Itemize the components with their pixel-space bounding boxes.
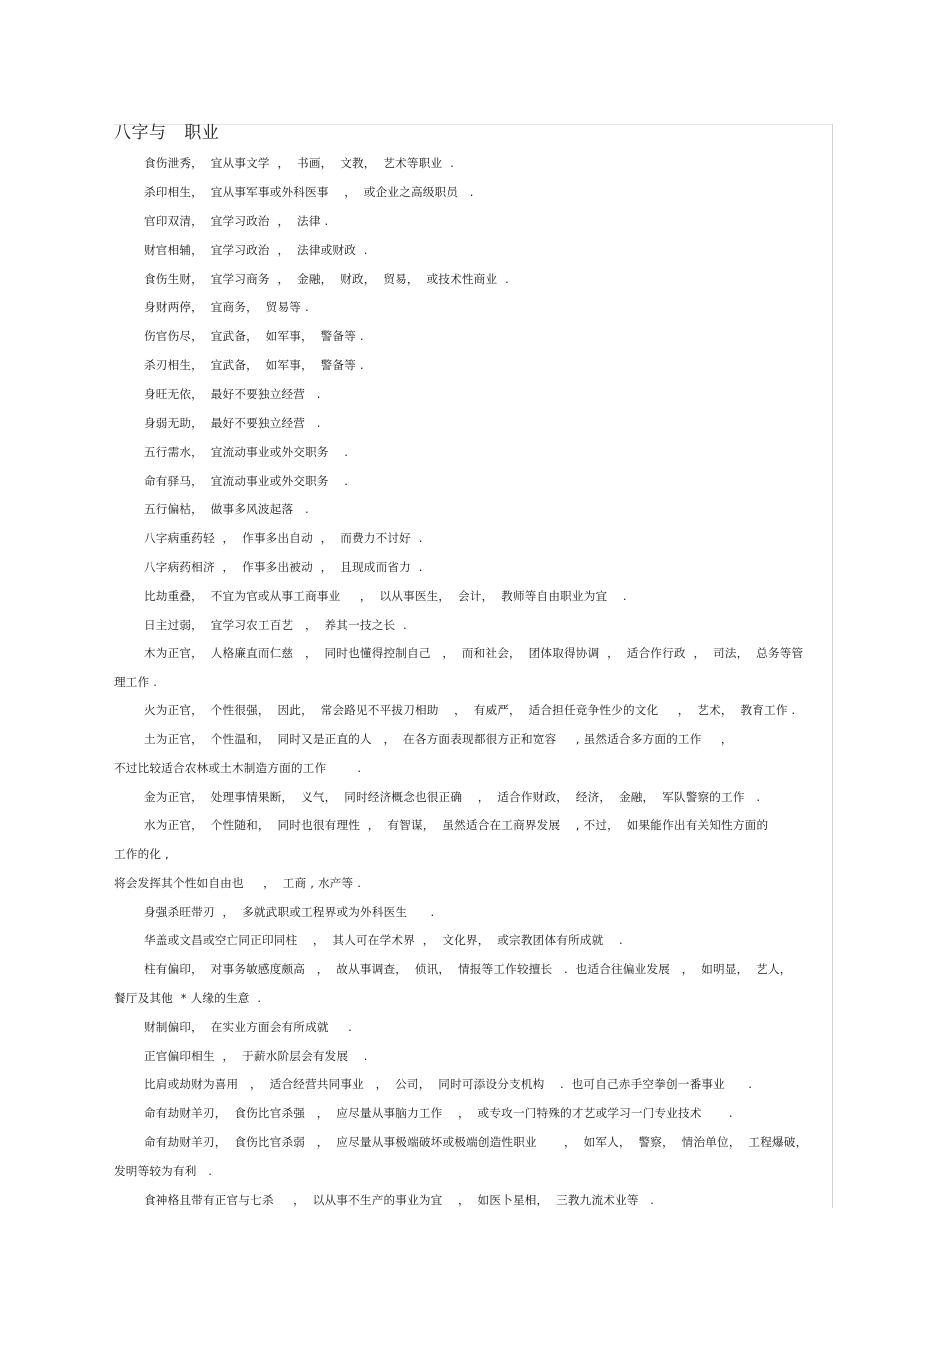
paragraph-line: 木为正官， 人格廉直而仁慈 ， 同时也懂得控制自己 ， 而和社会， 团体取得协调 ， 适合作行政 ， 司法， 总务等管 — [144, 646, 804, 660]
paragraph-line: 杀刃相生， 宜武备， 如军事， 警备等 . — [144, 358, 364, 372]
paragraph-line: 命有劫财羊刃， 食伤比官杀强 ， 应尽量从事脑力工作 ， 或专攻一门特殊的才艺或学习一门专业技术 . — [144, 1106, 733, 1120]
paragraph-line: 身弱无助， 最好不要独立经营 . — [144, 416, 321, 430]
paragraph-line: 华盖或文昌或空亡同正印同柱 ， 其人可在学术界 ， 文化界， 或宗教团体有所成就 . — [144, 933, 623, 947]
paragraph-line: 食伤生财， 宜学习商务 ， 金融， 财政， 贸易， 或技术性商业 . — [144, 272, 509, 286]
paragraph-line: 工作的化 , — [114, 847, 169, 861]
page-frame — [114, 124, 833, 1208]
paragraph-line: 八字病药相济 ， 作事多出被动 ， 且现成而省力 . — [144, 560, 423, 574]
paragraph-line: 身财两停， 宜商务， 贸易等 . — [144, 300, 309, 314]
paragraph-line: 财官相辅， 宜学习政治 ， 法律或财政 . — [144, 243, 368, 257]
paragraph-line: 火为正官， 个性很强， 因此， 常会路见不平拔刀相助 ， 有威严， 适合担任竞争性少的文化 ， 艺术， 教育工作 . — [144, 703, 796, 717]
paragraph-line: 食神格且带有正官与七杀 ， 以从事不生产的事业为宜 ， 如医卜星相， 三教九流术业等 . — [144, 1193, 655, 1207]
paragraph-line: 伤官伤尽， 宜武备， 如军事， 警备等 . — [144, 329, 364, 343]
paragraph-line: 不过比较适合农林或土木制造方面的工作 . — [114, 761, 362, 775]
paragraph-line: 财制偏印， 在实业方面会有所成就 . — [144, 1020, 352, 1034]
paragraph-line: 命有劫财羊刃， 食伤比官杀弱 ， 应尽量从事极端破坏或极端创造性职业 ， 如军人， 警察， 情治单位， 工程爆破， — [144, 1135, 808, 1149]
paragraph-line: 金为正官， 处理事情果断， 义气， 同时经济概念也很正确 ， 适合作财政， 经济， 金融， 军队警察的工作 . — [144, 790, 761, 804]
paragraph-line: 正官偏印相生 ， 于薪水阶层会有发展 . — [144, 1049, 368, 1063]
paragraph-line: 水为正官， 个性随和， 同时也很有理性 ， 有智谋， 虽然适合在工商界发展 , 不过， 如果能作出有关知性方面的 — [144, 818, 769, 832]
paragraph-line: 食伤泄秀， 宜从事文学 ， 书画， 文教， 艺术等职业 . — [144, 156, 454, 170]
page-title: 八字与 职业 — [114, 123, 220, 143]
paragraph-line: 柱有偏印， 对事务敏感度颇高 ， 故从事调查， 侦讯， 情报等工作较擅长 . 也适合往偏业发展 ， 如明显， 艺人， — [144, 962, 792, 976]
paragraph-line: 土为正官， 个性温和， 同时又是正直的人 ， 在各方面表现都很方正和宽容 , 虽然适合多方面的工作 ， — [144, 732, 733, 746]
paragraph-line: 比肩或劫财为喜用 ， 适合经营共同事业 ， 公司， 同时可添设分支机构 . 也可自己赤手空拳创一番事业 . — [144, 1077, 753, 1091]
paragraph-line: 五行需水， 宜流动事业或外交职务 . — [144, 445, 349, 459]
paragraph-line: 将会发挥其个性如自由也 ， 工商 , 水产等 . — [114, 876, 362, 890]
paragraph-line: 身旺无依， 最好不要独立经营 . — [144, 387, 321, 401]
paragraph-line: 比劫重叠， 不宜为官或从事工商事业 ， 以从事医生， 会计， 教师等自由职业为宜 . — [144, 589, 627, 603]
paragraph-line: 官印双清， 宜学习政治 ， 法律 . — [144, 214, 329, 228]
paragraph-line: 理工作 . — [114, 675, 158, 689]
paragraph-line: 杀印相生， 宜从事军事或外科医事 ， 或企业之高级职员 . — [144, 185, 474, 199]
paragraph-line: 日主过弱， 宜学习农工百艺 ， 养其一技之长 . — [144, 618, 407, 632]
paragraph-line: 身强杀旺带刃 ， 多就武职或工程界或为外科医生 . — [144, 905, 435, 919]
paragraph-line: 五行偏枯， 做事多风波起落 . — [144, 502, 309, 516]
paragraph-line: 餐厅及其他 * 人缘的生意 . — [114, 991, 262, 1005]
paragraph-line: 八字病重药轻 ， 作事多出自动 ， 而费力不讨好 . — [144, 531, 423, 545]
paragraph-line: 命有驿马， 宜流动事业或外交职务 . — [144, 474, 349, 488]
paragraph-line: 发明等较为有利 . — [114, 1164, 213, 1178]
